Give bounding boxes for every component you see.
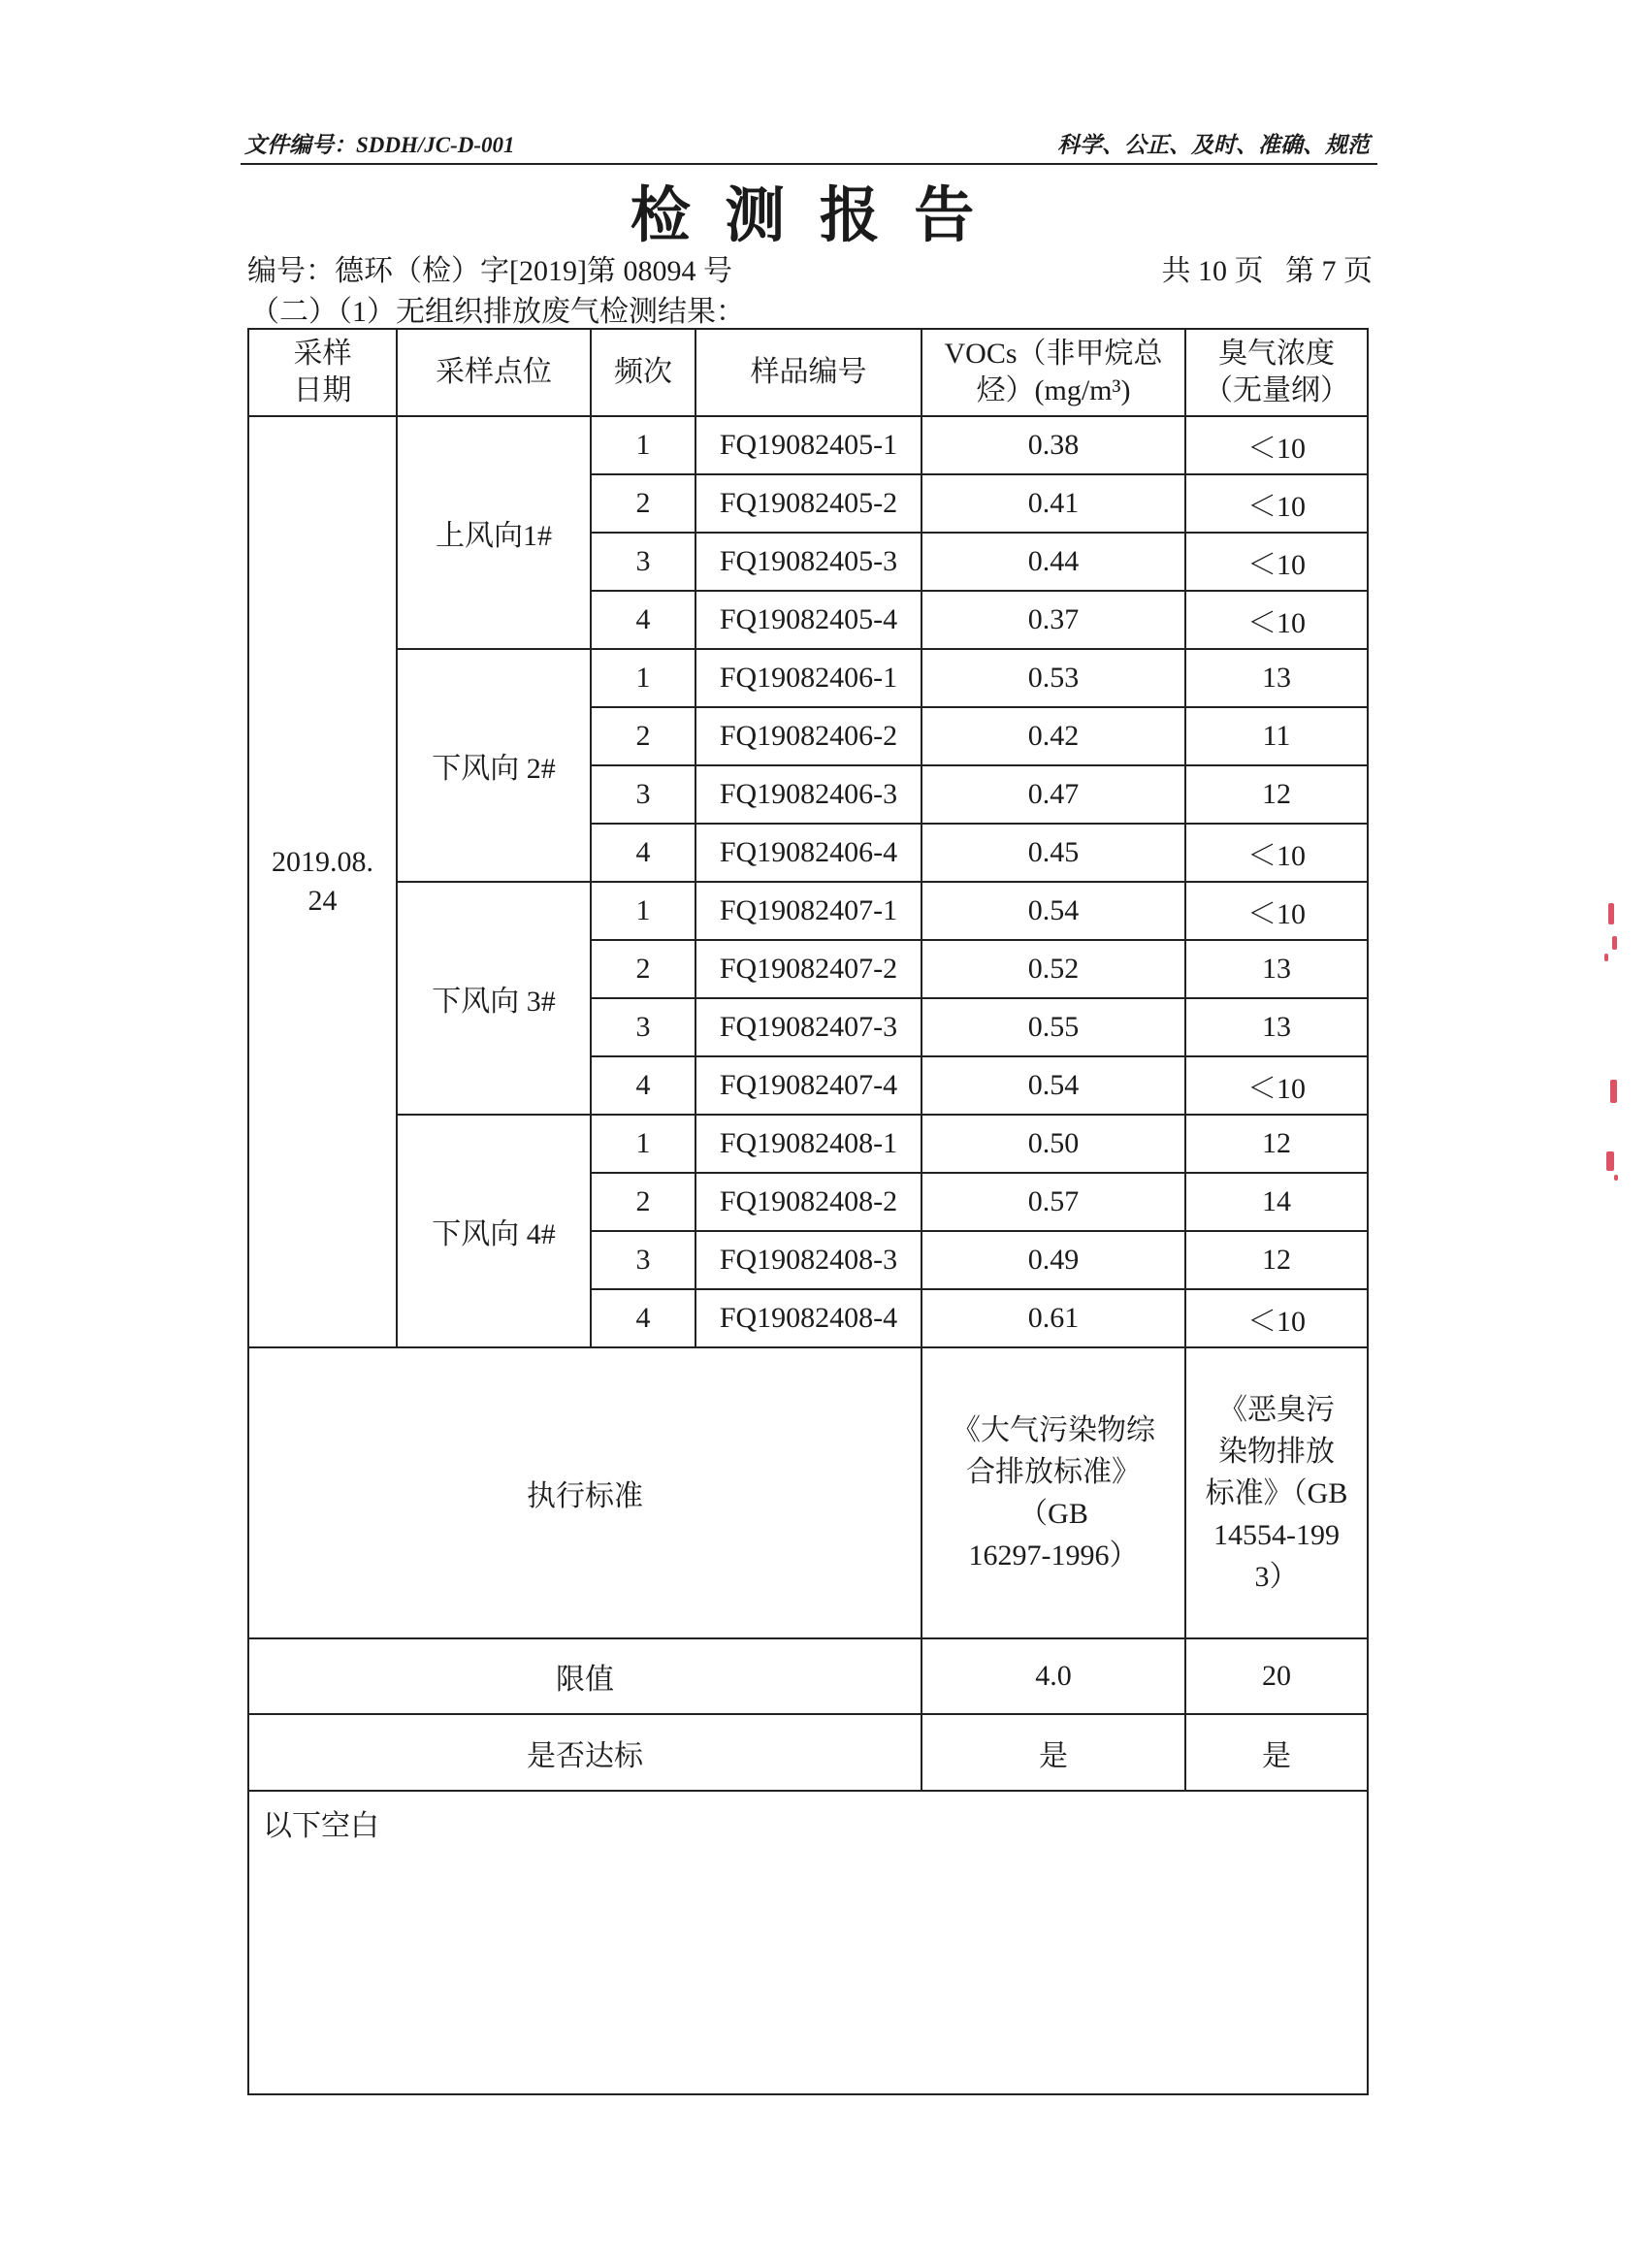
- header-frequency: 频次: [591, 329, 695, 416]
- results-table: [247, 328, 1369, 2095]
- frequency-cell: 3: [591, 998, 695, 1056]
- odor-cell: 11: [1185, 707, 1368, 765]
- frequency-cell: 2: [591, 940, 695, 998]
- limit-odor: 20: [1185, 1638, 1368, 1714]
- compliance-odor: 是: [1185, 1714, 1368, 1791]
- odor-cell: 13: [1185, 998, 1368, 1056]
- sample-id-cell: FQ19082405-2: [695, 474, 922, 533]
- vocs-cell: 0.53: [922, 649, 1185, 707]
- sample-id-cell: FQ19082407-1: [695, 882, 922, 940]
- stamp-edge-fragment: [1600, 897, 1630, 1188]
- sample-id-cell: FQ19082406-1: [695, 649, 922, 707]
- odor-cell: ＜10: [1185, 882, 1368, 940]
- limit-vocs: 4.0: [922, 1638, 1185, 1714]
- frequency-cell: 2: [591, 1173, 695, 1231]
- document-code: 文件编号：SDDH/JC-D-001: [244, 133, 515, 157]
- odor-cell: 12: [1185, 1231, 1368, 1289]
- header-odor: 臭气浓度 （无量纲）: [1185, 329, 1368, 416]
- vocs-cell: 0.47: [922, 765, 1185, 824]
- sample-id-cell: FQ19082407-2: [695, 940, 922, 998]
- vocs-cell: 0.61: [922, 1289, 1185, 1347]
- sample-id-cell: FQ19082406-4: [695, 824, 922, 882]
- sample-id-cell: FQ19082405-3: [695, 533, 922, 591]
- end-note-row: [248, 1791, 1368, 2094]
- table-row: [248, 416, 1368, 474]
- page-title: 检 测 报 告: [630, 183, 985, 249]
- odor-cell: 12: [1185, 765, 1368, 824]
- vocs-cell: 0.38: [922, 416, 1185, 474]
- table-row: [248, 882, 1368, 940]
- odor-cell: 13: [1185, 940, 1368, 998]
- sample-id-cell: FQ19082406-3: [695, 765, 922, 824]
- table-row: [248, 1115, 1368, 1173]
- header-point: 采样点位: [397, 329, 591, 416]
- frequency-cell: 3: [591, 1231, 695, 1289]
- table-header-row: [248, 329, 1368, 416]
- limit-row: [248, 1638, 1368, 1714]
- header-rule: [241, 163, 1377, 165]
- sample-id-cell: FQ19082408-4: [695, 1289, 922, 1347]
- standard-vocs: 《大气污染物综 合排放标准》 （GB 16297-1996）: [922, 1347, 1185, 1638]
- header-date: 采样 日期: [248, 329, 397, 416]
- vocs-cell: 0.57: [922, 1173, 1185, 1231]
- frequency-cell: 4: [591, 824, 695, 882]
- vocs-cell: 0.54: [922, 882, 1185, 940]
- vocs-cell: 0.37: [922, 591, 1185, 649]
- vocs-cell: 0.50: [922, 1115, 1185, 1173]
- vocs-cell: 0.41: [922, 474, 1185, 533]
- sample-id-cell: FQ19082407-4: [695, 1056, 922, 1115]
- sample-id-cell: FQ19082406-2: [695, 707, 922, 765]
- standard-row: [248, 1347, 1368, 1638]
- frequency-cell: 2: [591, 707, 695, 765]
- frequency-cell: 1: [591, 416, 695, 474]
- odor-cell: ＜10: [1185, 591, 1368, 649]
- frequency-cell: 1: [591, 882, 695, 940]
- sampling-point-cell: 下风向 4#: [397, 1115, 591, 1347]
- frequency-cell: 1: [591, 649, 695, 707]
- frequency-cell: 1: [591, 1115, 695, 1173]
- header-vocs: VOCs（非甲烷总 烃）(mg/m³): [922, 329, 1185, 416]
- vocs-cell: 0.42: [922, 707, 1185, 765]
- frequency-cell: 4: [591, 591, 695, 649]
- compliance-row: [248, 1714, 1368, 1791]
- odor-cell: 12: [1185, 1115, 1368, 1173]
- frequency-cell: 4: [591, 1056, 695, 1115]
- standard-odor: 《恶臭污 染物排放 标准》（GB 14554-199 3）: [1185, 1347, 1368, 1638]
- sample-id-cell: FQ19082408-1: [695, 1115, 922, 1173]
- odor-cell: ＜10: [1185, 824, 1368, 882]
- sample-id-cell: FQ19082405-4: [695, 591, 922, 649]
- sampling-date-cell: 2019.08. 24: [248, 416, 397, 1347]
- odor-cell: 14: [1185, 1173, 1368, 1231]
- odor-cell: ＜10: [1185, 416, 1368, 474]
- frequency-cell: 4: [591, 1289, 695, 1347]
- sample-id-cell: FQ19082407-3: [695, 998, 922, 1056]
- sampling-point-cell: 下风向 3#: [397, 882, 591, 1115]
- table-row: [248, 649, 1368, 707]
- odor-cell: 13: [1185, 649, 1368, 707]
- odor-cell: ＜10: [1185, 1289, 1368, 1347]
- sampling-point-cell: 上风向1#: [397, 416, 591, 649]
- frequency-cell: 2: [591, 474, 695, 533]
- vocs-cell: 0.45: [922, 824, 1185, 882]
- frequency-cell: 3: [591, 533, 695, 591]
- odor-cell: ＜10: [1185, 533, 1368, 591]
- frequency-cell: 3: [591, 765, 695, 824]
- section-title: （二）（1）无组织排放废气检测结果：: [250, 296, 745, 328]
- sample-id-cell: FQ19082408-3: [695, 1231, 922, 1289]
- vocs-cell: 0.49: [922, 1231, 1185, 1289]
- sampling-point-cell: 下风向 2#: [397, 649, 591, 882]
- end-note: 以下空白: [248, 1791, 1368, 2094]
- vocs-cell: 0.54: [922, 1056, 1185, 1115]
- compliance-label: 是否达标: [248, 1714, 922, 1791]
- sample-id-cell: FQ19082408-2: [695, 1173, 922, 1231]
- odor-cell: ＜10: [1185, 1056, 1368, 1115]
- odor-cell: ＜10: [1185, 474, 1368, 533]
- header-sample-id: 样品编号: [695, 329, 922, 416]
- vocs-cell: 0.52: [922, 940, 1185, 998]
- page-info: 共 10 页 第 7 页: [1161, 255, 1373, 287]
- limit-label: 限值: [248, 1638, 922, 1714]
- vocs-cell: 0.44: [922, 533, 1185, 591]
- compliance-vocs: 是: [922, 1714, 1185, 1791]
- vocs-cell: 0.55: [922, 998, 1185, 1056]
- standard-label: 执行标准: [248, 1347, 922, 1638]
- report-number: 编号：德环（检）字[2019]第 08094 号: [247, 255, 732, 287]
- sample-id-cell: FQ19082405-1: [695, 416, 922, 474]
- header-motto: 科学、公正、及时、准确、规范: [1057, 133, 1370, 157]
